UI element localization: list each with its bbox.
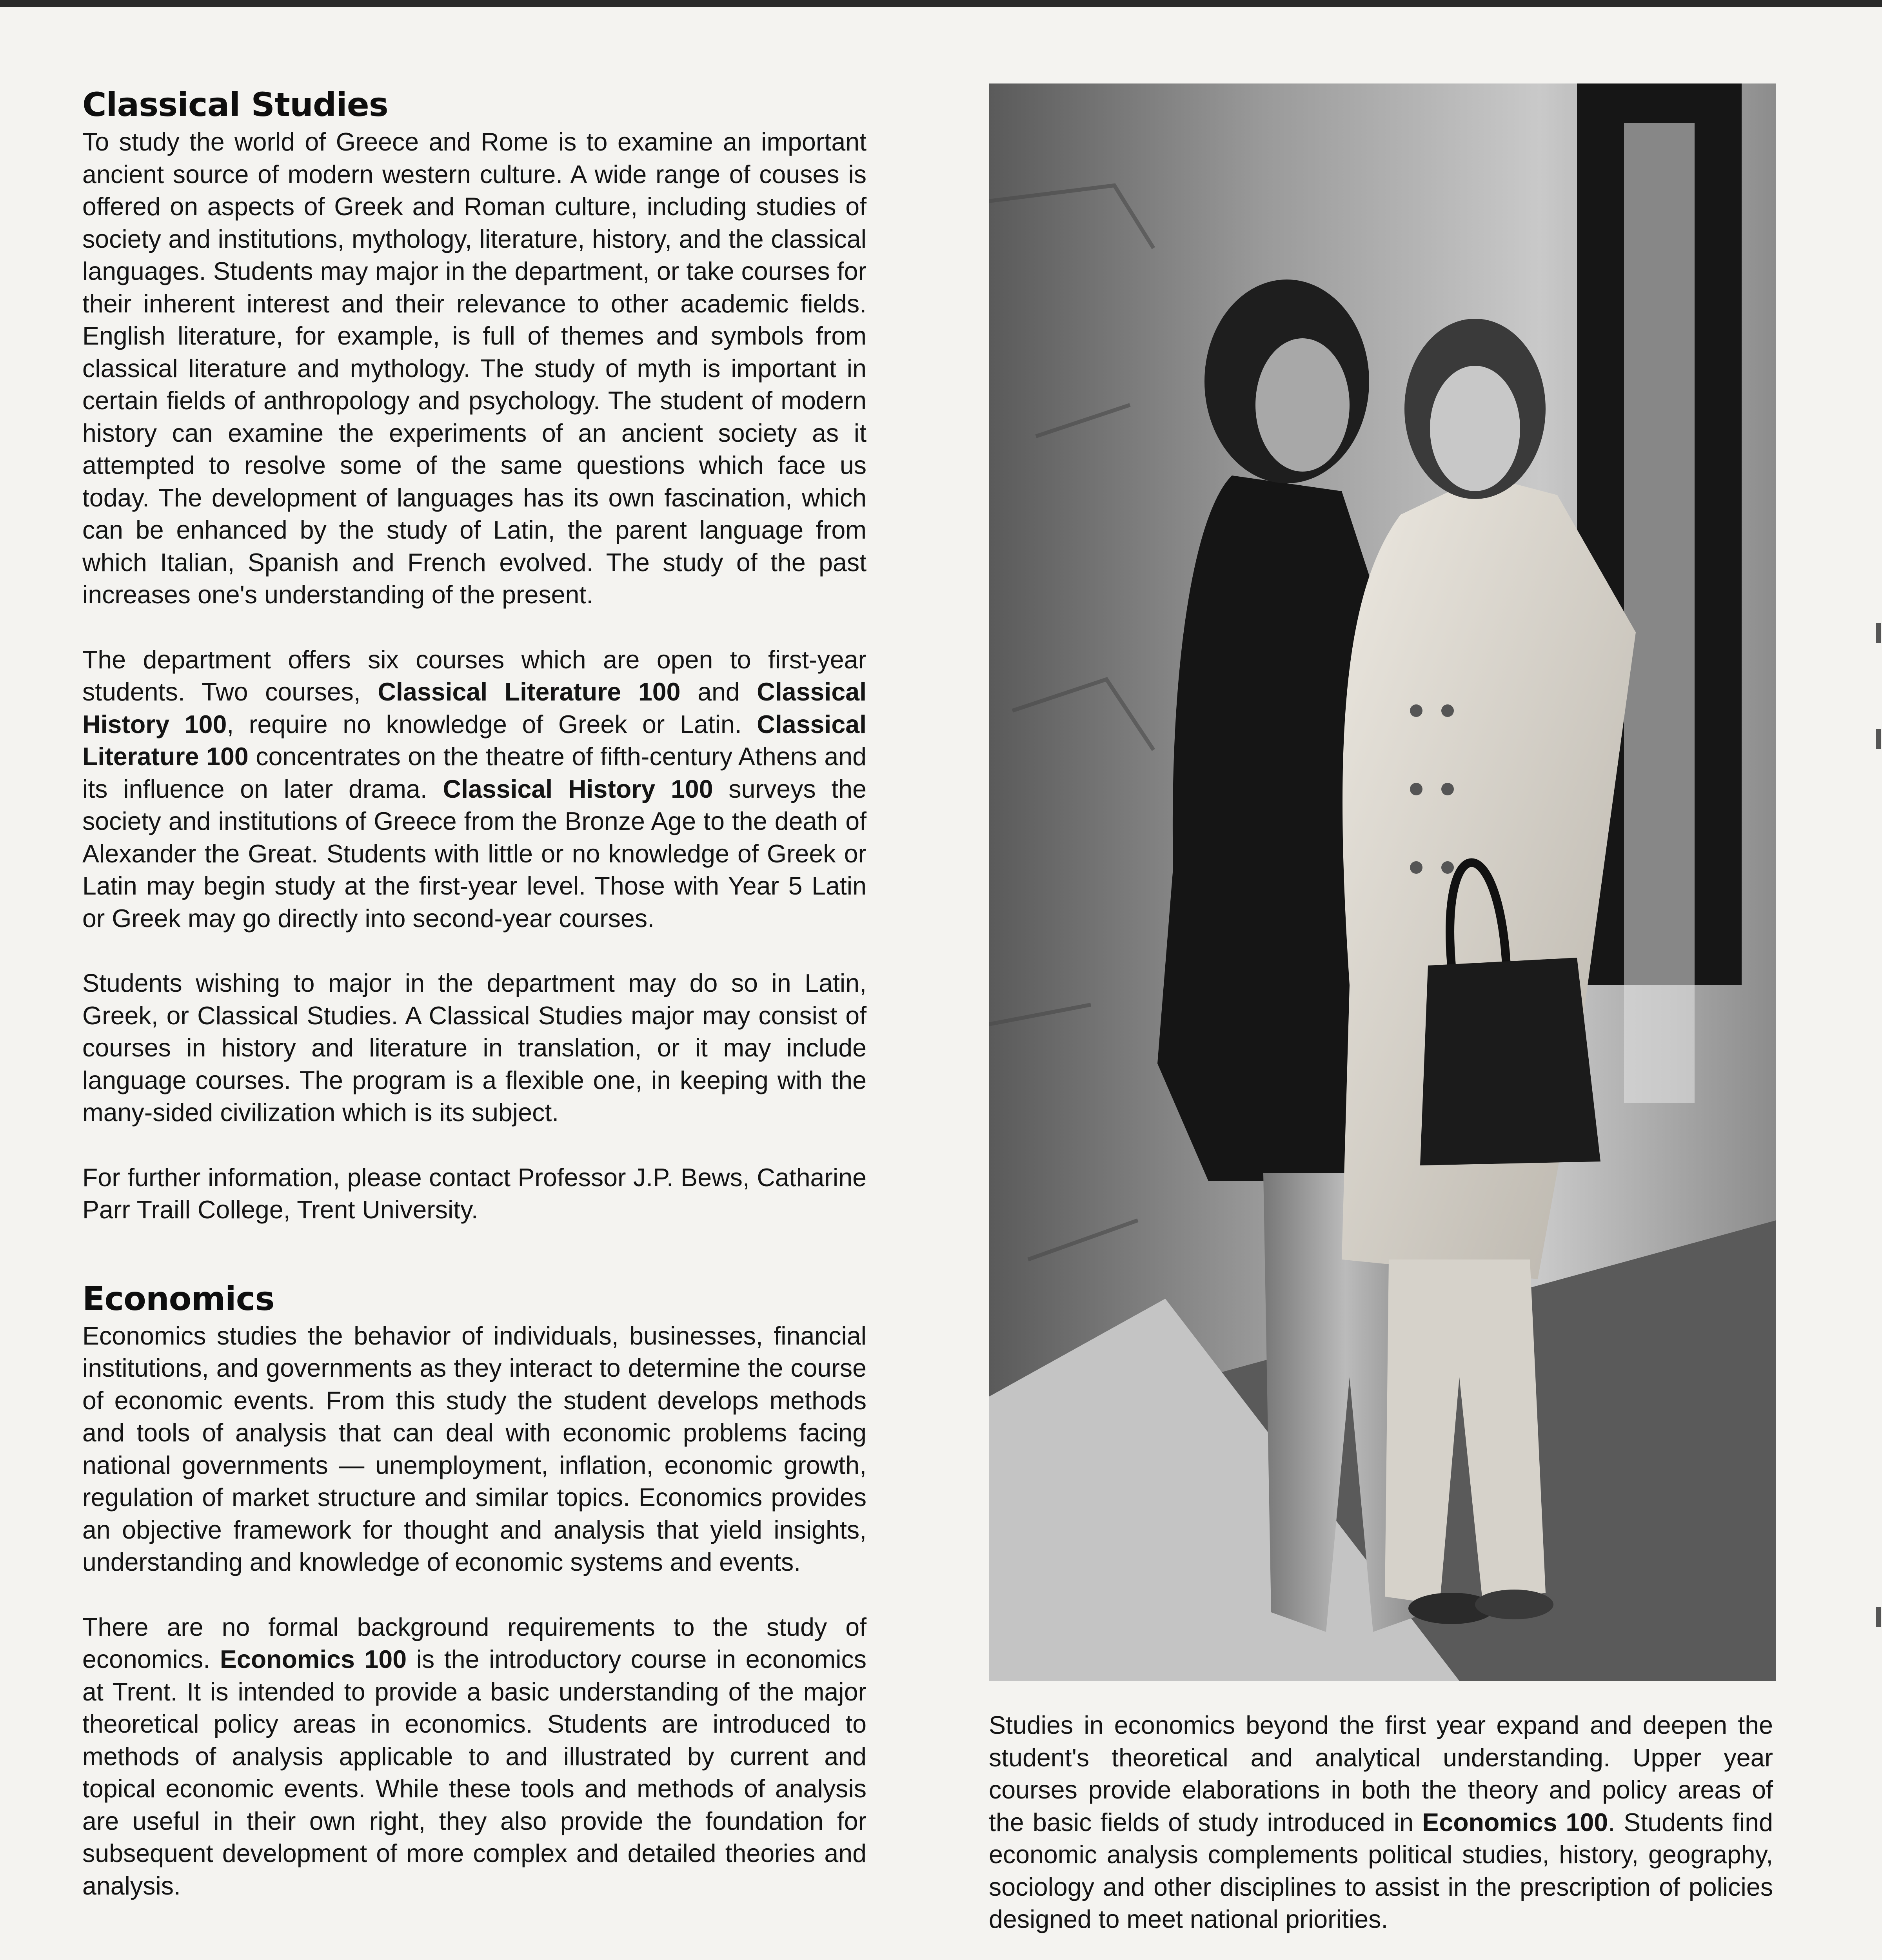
- classical-studies-paragraph-3: Students wishing to major in the department may do so in Latin, Greek, or Classical Studies. A Classical Studies major may consist of courses in history and literature in translation, or it may include language courses. The program is a flexible one, in keeping with the many-sided civilization which is its subject.: [82, 969, 867, 1127]
- economics-paragraph-1: Economics studies the behavior of individuals, businesses, financial institutions, and governments as they interact to determine the course of economic events. From this study the student develops methods and tools of analysis that can deal with economic problems facing national governments — unemployment, inflation, economic growth, regulation of market structure and similar topics. Economics provides an objective framework for thought and analysis that yield insights, understanding and knowledge of economic systems and events.: [82, 1321, 867, 1576]
- economics-paragraph-2: There are no formal background requirements to the study of economics. Economics 100 is the introductory course in economics at Trent. It is intended to provide a basic understanding of the major theoretical policy areas in economics. Students are introduced to methods of analysis applicable to and illustrated by current and topical economic events. While these tools and methods of analysis are useful in their own right, they also provide the foundation for subsequent development of more complex and detailed theories and analysis.: [82, 1613, 867, 1900]
- right-column: [989, 1709, 1773, 1960]
- course-name: Classical History 100: [82, 678, 867, 739]
- margin-mark: [1876, 729, 1881, 749]
- course-name: Economics 100: [1422, 1808, 1608, 1837]
- course-name: Classical Literature 100: [82, 710, 867, 771]
- margin-mark: [1876, 623, 1881, 643]
- course-name: Classical History 100: [443, 775, 713, 803]
- economics-heading: Economics: [82, 1279, 274, 1318]
- photo-two-students-by-stone-wall: [989, 83, 1776, 1681]
- economics-paragraph-3: Studies in economics beyond the first year expand and deepen the student's theoretical and analytical understanding. Upper year courses provide elaborations in both the theory and policy areas of the basic fields of study introduced in Economics 100. Students find economic analysis complements political studies, history, geography, sociology and other disciplines to assist in the prescription of policies designed to meet national priorities.: [989, 1711, 1773, 1933]
- course-name: Classical Literature 100: [378, 678, 681, 706]
- course-name: Economics 100: [220, 1645, 407, 1673]
- page-top-edge: [0, 0, 1882, 7]
- classical-studies-contact: For further information, please contact Professor J.P. Bews, Catharine Parr Traill College, Trent University.: [82, 1163, 867, 1224]
- classical-studies-heading: Classical Studies: [82, 85, 388, 124]
- classical-studies-paragraph-2: The department offers six courses which are open to first-year students. Two courses, Classical Literature 100 and Classical History 100, require no knowledge of Greek or Latin. Classical Literature 100 concentrates on the theatre of fifth-century Athens and its influence on later drama. Classical History 100 surveys the society and institutions of Greece from the Bronze Age to the death of Alexander the Great. Students with little or no knowledge of Greek or Latin may begin study at the first-year level. Those with Year 5 Latin or Greek may go directly into second-year courses.: [82, 645, 867, 933]
- left-column: [82, 84, 867, 1935]
- classical-studies-paragraph-1: To study the world of Greece and Rome is to examine an important ancient source of modern western culture. A wide range of couses is offered on aspects of Greek and Roman culture, including studies of society and institutions, mythology, literature, history, and the classical languages. Students may major in the department, or take courses for their inherent interest and their relevance to other academic fields. English literature, for example, is full of themes and symbols from classical literature and mythology. The study of myth is important in certain fields of anthropology and psychology. The student of modern history can examine the experiments of an ancient society as it attempted to resolve some of the same questions which face us today. The development of languages has its own fascination, which can be enhanced by the study of Latin, the parent language from which Italian, Spanish and French evolved. The study of the past increases one's understanding of the present.: [82, 128, 867, 609]
- photo-image: [989, 83, 1776, 1681]
- margin-mark: [1876, 1607, 1881, 1627]
